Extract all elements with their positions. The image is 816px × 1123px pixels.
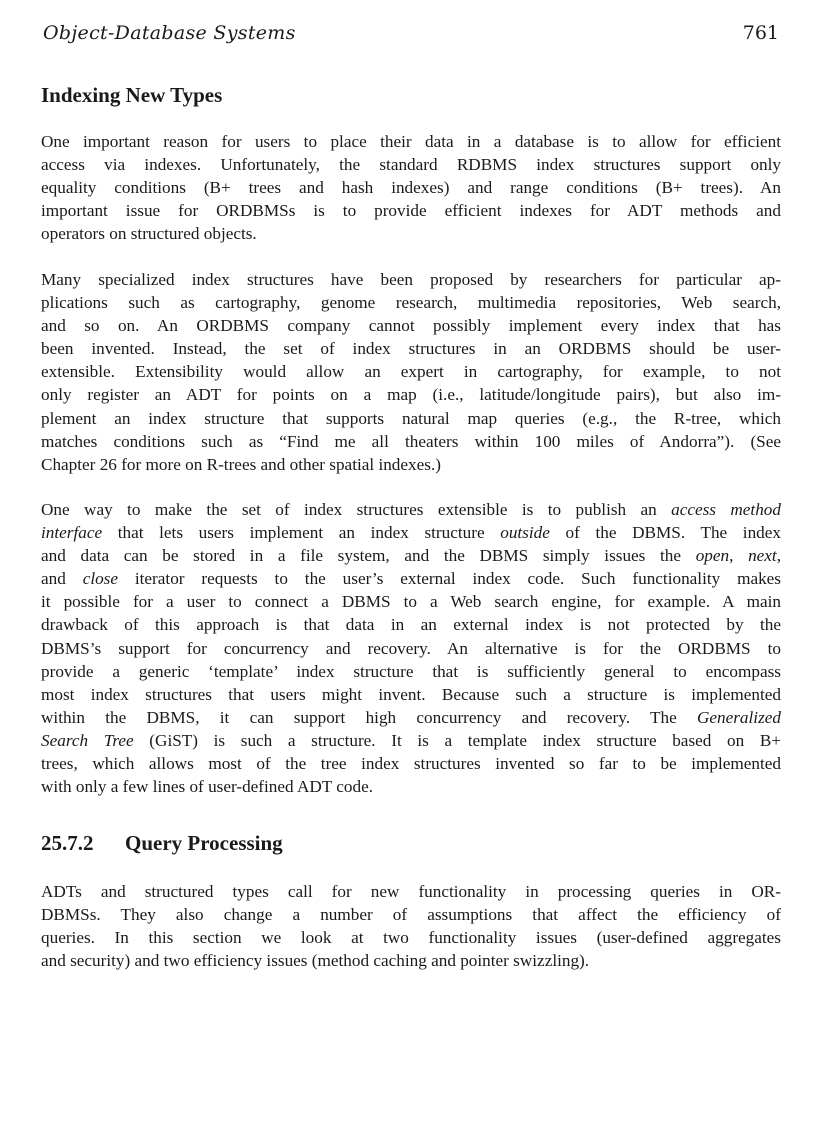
text-run: , (776, 546, 781, 566)
text-line (41, 544, 781, 567)
text-line: Chapter 26 for more on R-trees and other spatial indexes.) (41, 454, 441, 474)
text-line: important issue for ORDBMSs is to provide efficient indexes for ADT methods and (41, 201, 781, 221)
text-line: and security) and two efficiency issues (method caching and pointer swizzling). (41, 951, 590, 971)
emphasis: interface (41, 523, 103, 543)
text-run: and (41, 569, 83, 589)
paragraph-4 (41, 880, 781, 972)
text-line: equality conditions (B+ trees and hash indexes) and range conditions (B+ trees). An (41, 178, 781, 198)
text-line: provide a generic ‘template’ index structure that is sufficiently general to encompass (41, 661, 781, 681)
text-line: ADTs and structured types call for new functionality in processing queries in OR- (41, 882, 781, 901)
text-line: been invented. Instead, the set of index structures in an ORDBMS should be user- (41, 339, 781, 359)
text-line (41, 567, 781, 590)
text-run: and data can be stored in a file system, and the DBMS simply issues the (41, 546, 696, 566)
text-run: (GiST) is such a structure. It is a template index structure based on B+ (133, 730, 781, 750)
emphasis: outside (500, 523, 550, 543)
text-line (41, 706, 781, 729)
paragraph-1 (41, 130, 781, 245)
text-line: DBMS’s support for concurrency and recovery. An alternative is for the ORDBMS to (41, 638, 781, 658)
text-line: trees, which allows most of the tree index structures invented so far to be implemented (41, 754, 781, 774)
text-line: One important reason for users to place their data in a database is to allow for efficient (41, 132, 781, 151)
text-line: plications such as cartography, genome research, multimedia repositories, Web search, (41, 293, 781, 313)
paragraph-2 (41, 268, 781, 476)
text-line: extensible. Extensibility would allow an expert in cartography, for example, to not (41, 362, 781, 382)
text-line: with only a few lines of user-defined ADT code. (41, 777, 374, 797)
text-line: drawback of this approach is that data in an external index is not protected by the (41, 615, 781, 635)
emphasis: Generalized (696, 707, 781, 727)
text-line: operators on structured objects. (41, 224, 257, 244)
text-line: and so on. An ORDBMS company cannot possibly implement every index that has (41, 316, 781, 336)
text-line: matches conditions such as “Find me all theaters within 100 miles of Andorra”). (See (41, 431, 781, 451)
emphasis: access method (671, 500, 781, 519)
emphasis: close (82, 569, 119, 589)
emphasis: next (748, 546, 777, 566)
text-line: Many specialized index structures have been proposed by researchers for particular ap- (41, 270, 781, 289)
text-line (41, 729, 781, 752)
text-run: that lets users implement an index structure (102, 523, 501, 543)
text-run: of the DBMS. The index (549, 523, 781, 543)
text-run: within the DBMS, it can support high concurrency and recovery. The (41, 707, 697, 727)
emphasis: open (695, 546, 730, 566)
text-line: plement an index structure that supports natural map queries (e.g., the R-tree, which (41, 408, 781, 428)
paragraph-3 (41, 498, 781, 798)
section-number: 25.7.2 (41, 831, 94, 855)
text-line: most index structures that users might invent. Because such a structure is implemented (41, 684, 781, 704)
text-run: One way to make the set of index structures extensible is to publish an (41, 500, 672, 519)
page-number: 761 (742, 22, 779, 44)
running-head (41, 22, 781, 46)
subsection-heading: Indexing New Types (41, 83, 223, 107)
section-heading (41, 831, 283, 856)
text-line (41, 521, 781, 544)
text-run: , (729, 546, 749, 566)
text-line: only register an ADT for points on a map (i.e., latitude/longitude pairs), but also im- (41, 385, 781, 405)
section-title: Query Processing (125, 831, 283, 855)
text-line: it possible for a user to connect a DBMS to a Web search engine, for example. A main (41, 592, 781, 612)
text-line (41, 498, 781, 521)
emphasis: Search Tree (41, 730, 134, 750)
running-title: Object-Database Systems (43, 22, 296, 44)
text-line: queries. In this section we look at two functionality issues (user-defined aggregates (41, 928, 781, 948)
text-run: iterator requests to the user’s external index code. Such functionality makes (118, 569, 781, 589)
text-line: access via indexes. Unfortunately, the standard RDBMS index structures support only (41, 155, 781, 175)
text-line: DBMSs. They also change a number of assumptions that affect the efficiency of (41, 905, 781, 925)
